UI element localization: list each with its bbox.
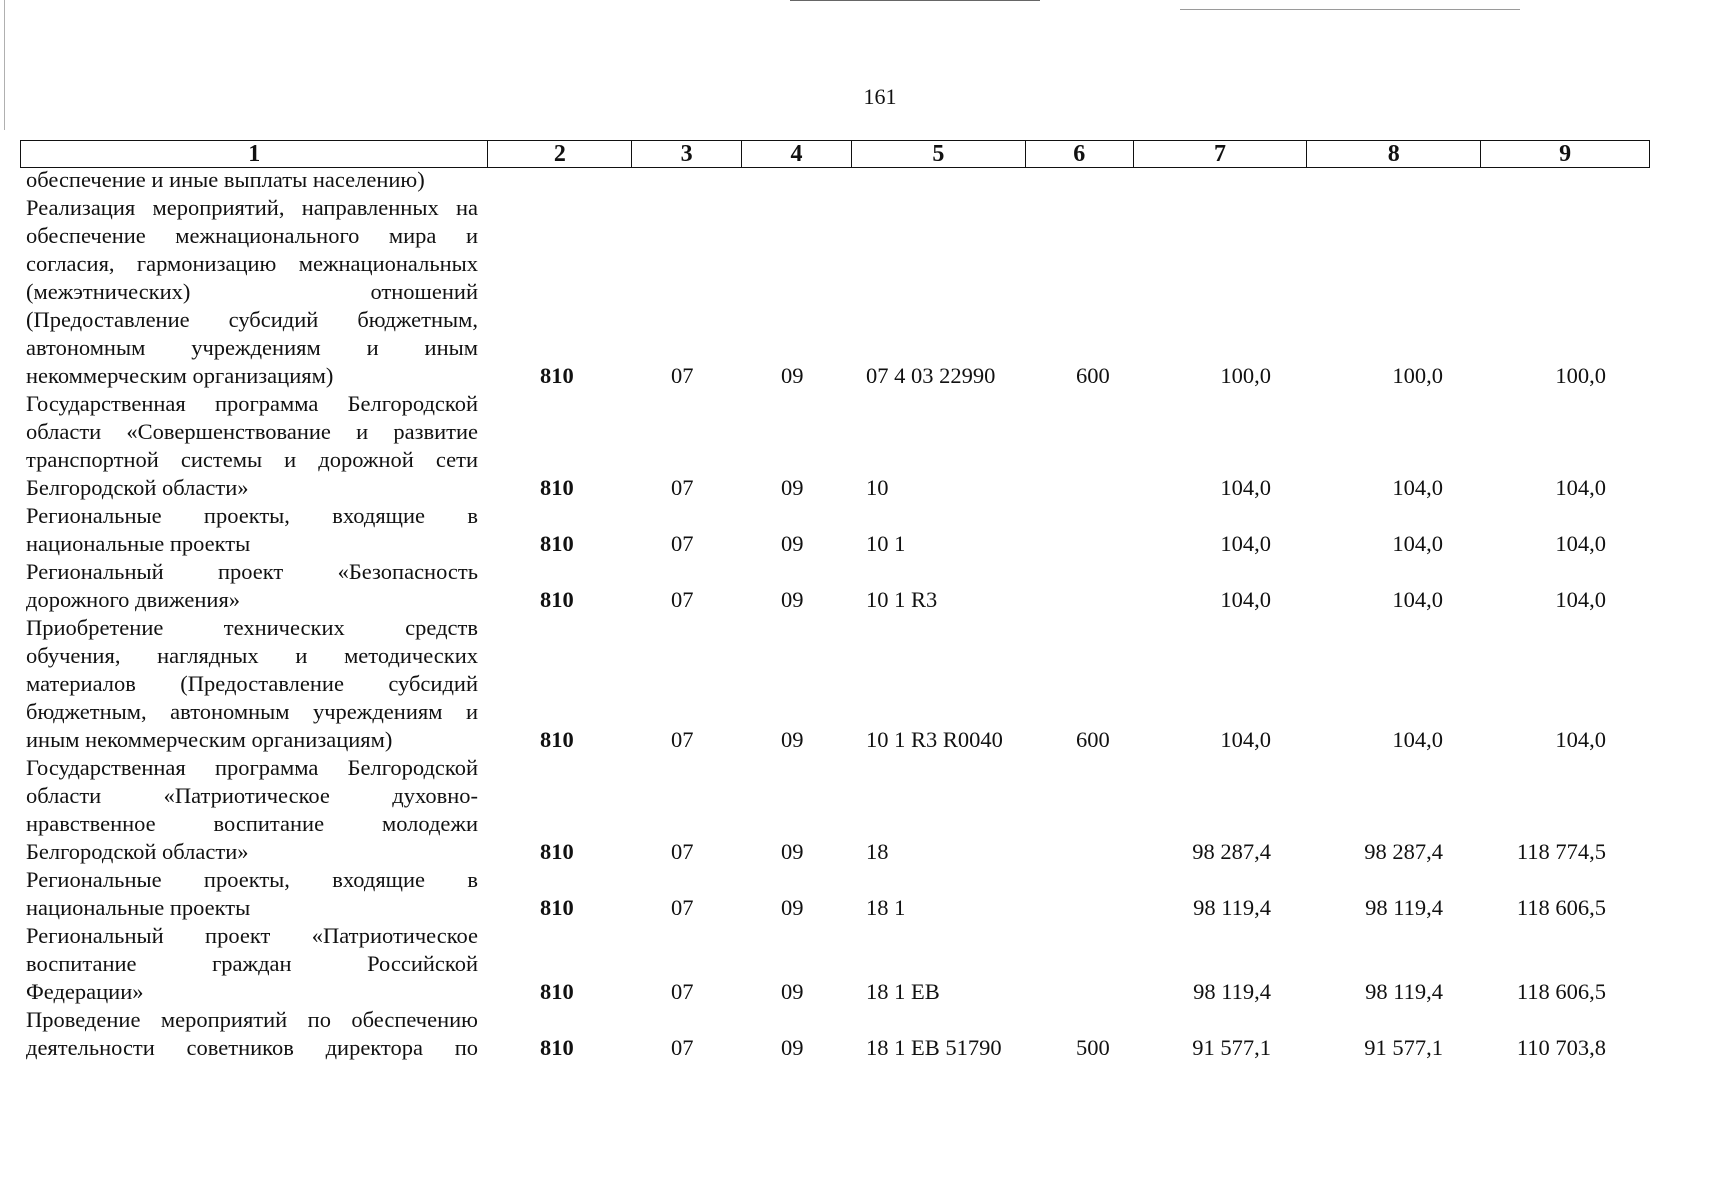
cell-col-8: 104,0: [1392, 727, 1443, 752]
cell-col-3: 07: [671, 531, 694, 556]
cell-col-4: 09: [781, 895, 804, 920]
cell-col-4: 09: [781, 531, 804, 556]
page-number: 161: [863, 84, 897, 109]
table-row: [26, 866, 1656, 922]
cell-col-9: 118 774,5: [1516, 839, 1606, 864]
description-line: дорожного движения»: [26, 587, 241, 612]
table-row: [26, 754, 1656, 866]
cell-col-7: 104,0: [1220, 587, 1271, 612]
cell-col-7: 104,0: [1220, 531, 1271, 556]
description-line: деятельности советников директора по: [26, 1035, 478, 1060]
description-line: Региональный проект «Патриотическое: [26, 923, 478, 948]
cell-col-2: 810: [540, 895, 574, 920]
cell-col-5: 07 4 03 22990: [866, 363, 996, 388]
cell-col-2: 810: [540, 587, 574, 612]
description-line: некоммерческим организациям): [26, 363, 334, 388]
table-body: [26, 166, 1656, 1062]
table-row: [26, 390, 1656, 502]
row-description: [26, 754, 478, 866]
description-line: области «Совершенствование и развитие: [26, 419, 478, 444]
cell-col-2: 810: [540, 475, 574, 500]
cell-col-4: 09: [781, 587, 804, 612]
description-line: (Предоставление субсидий бюджетным,: [26, 307, 478, 332]
cell-col-8: 98 119,4: [1365, 979, 1443, 1004]
row-description: [26, 502, 478, 558]
cell-col-5: 10: [866, 475, 889, 500]
cell-col-9: 104,0: [1555, 531, 1606, 556]
cell-col-5: 18 1 EB 51790: [866, 1035, 1002, 1060]
row-description: [26, 1006, 478, 1062]
column-header-6: 6: [1026, 141, 1134, 167]
table-row: [26, 1006, 1656, 1062]
cell-col-7: 91 577,1: [1192, 1035, 1271, 1060]
cell-col-2: 810: [540, 531, 574, 556]
description-line: согласия, гармонизацию межнациональных: [26, 251, 478, 276]
description-line: воспитание граждан Российской: [26, 951, 478, 976]
description-line: иным некоммерческим организациям): [26, 727, 393, 752]
description-line: Белгородской области»: [26, 839, 249, 864]
column-header-4: 4: [742, 141, 852, 167]
cell-col-8: 100,0: [1392, 363, 1443, 388]
description-line: обеспечение межнационального мира и: [26, 223, 478, 248]
table-row: [26, 614, 1656, 754]
cell-col-8: 104,0: [1392, 475, 1443, 500]
description-line: обеспечение и иные выплаты населению): [26, 167, 425, 192]
cell-col-9: 118 606,5: [1516, 895, 1606, 920]
cell-col-3: 07: [671, 363, 694, 388]
cell-col-5: 10 1 R3: [866, 587, 938, 612]
cell-col-7: 98 119,4: [1193, 979, 1271, 1004]
description-line: Белгородской области»: [26, 475, 249, 500]
table-row: [26, 194, 1656, 390]
cell-col-6: 600: [1076, 727, 1110, 752]
description-line: национальные проекты: [26, 895, 251, 920]
cell-col-3: 07: [671, 1035, 694, 1060]
description-line: Региональные проекты, входящие в: [26, 867, 478, 892]
description-line: автономным учреждениям и иным: [26, 335, 478, 360]
cell-col-7: 98 287,4: [1192, 839, 1271, 864]
cell-col-4: 09: [781, 363, 804, 388]
cell-col-4: 09: [781, 979, 804, 1004]
description-line: Федерации»: [26, 979, 144, 1004]
column-header-2: 2: [488, 141, 632, 167]
description-line: Государственная программа Белгородской: [26, 755, 478, 780]
cell-col-3: 07: [671, 587, 694, 612]
cell-col-4: 09: [781, 1035, 804, 1060]
cell-col-5: 18: [866, 839, 889, 864]
description-line: Реализация мероприятий, направленных на: [26, 195, 478, 220]
column-header-8: 8: [1307, 141, 1481, 167]
description-line: Государственная программа Белгородской: [26, 391, 478, 416]
description-line: обучения, наглядных и методических: [26, 643, 478, 668]
table-row: [26, 922, 1656, 1006]
cell-col-6: 600: [1076, 363, 1110, 388]
cell-col-9: 118 606,5: [1516, 979, 1606, 1004]
table-header: [20, 140, 1650, 168]
cell-col-5: 18 1: [866, 895, 906, 920]
cell-col-5: 10 1 R3 R0040: [866, 727, 1003, 752]
cell-col-2: 810: [540, 1035, 574, 1060]
row-description: [26, 922, 478, 1006]
table-row: [26, 558, 1656, 614]
row-description: [26, 390, 478, 502]
cell-col-3: 07: [671, 475, 694, 500]
column-header-3: 3: [632, 141, 742, 167]
table-row: [26, 502, 1656, 558]
cell-col-3: 07: [671, 727, 694, 752]
cell-col-4: 09: [781, 727, 804, 752]
cell-col-8: 91 577,1: [1364, 1035, 1443, 1060]
cell-col-9: 104,0: [1555, 727, 1606, 752]
row-description: [26, 614, 478, 754]
cell-col-7: 100,0: [1220, 363, 1271, 388]
column-header-9: 9: [1559, 141, 1572, 167]
row-description: [26, 166, 478, 194]
cell-col-7: 104,0: [1220, 475, 1271, 500]
description-line: области «Патриотическое духовно-: [26, 783, 478, 808]
cell-col-8: 104,0: [1392, 531, 1443, 556]
description-line: (межэтнических) отношений: [26, 279, 478, 304]
cell-col-4: 09: [781, 839, 804, 864]
description-line: бюджетным, автономным учреждениям и: [26, 699, 478, 724]
scan-edge-line-margin: [4, 0, 5, 130]
column-header-7: 7: [1134, 141, 1308, 167]
description-line: Региональный проект «Безопасность: [26, 559, 478, 584]
cell-col-9: 110 703,8: [1516, 1035, 1606, 1060]
description-line: нравственное воспитание молодежи: [26, 811, 478, 836]
cell-col-2: 810: [540, 727, 574, 752]
cell-col-2: 810: [540, 363, 574, 388]
description-line: Региональные проекты, входящие в: [26, 503, 478, 528]
cell-col-8: 98 119,4: [1365, 895, 1443, 920]
cell-col-3: 07: [671, 895, 694, 920]
description-line: Проведение мероприятий по обеспечению: [26, 1007, 478, 1032]
cell-col-9: 104,0: [1555, 475, 1606, 500]
row-description: [26, 558, 478, 614]
cell-col-3: 07: [671, 839, 694, 864]
cell-col-8: 98 287,4: [1364, 839, 1443, 864]
description-line: транспортной системы и дорожной сети: [26, 447, 478, 472]
cell-col-5: 18 1 EB: [866, 979, 940, 1004]
column-header-5: 5: [852, 141, 1026, 167]
cell-col-2: 810: [540, 979, 574, 1004]
cell-col-2: 810: [540, 839, 574, 864]
column-header-1: 1: [21, 141, 488, 167]
table-row: [26, 166, 1656, 194]
scan-edge-line-right: [1180, 9, 1520, 10]
cell-col-9: 100,0: [1555, 363, 1606, 388]
row-description: [26, 194, 478, 390]
cell-col-7: 98 119,4: [1193, 895, 1271, 920]
cell-col-6: 500: [1076, 1035, 1110, 1060]
cell-col-5: 10 1: [866, 531, 906, 556]
description-line: материалов (Предоставление субсидий: [26, 671, 478, 696]
cell-col-3: 07: [671, 979, 694, 1004]
row-description: [26, 866, 478, 922]
description-line: национальные проекты: [26, 531, 251, 556]
cell-col-7: 104,0: [1220, 727, 1271, 752]
cell-col-8: 104,0: [1392, 587, 1443, 612]
cell-col-4: 09: [781, 475, 804, 500]
cell-col-9: 104,0: [1555, 587, 1606, 612]
scan-edge-line-left: [790, 0, 1040, 1]
description-line: Приобретение технических средств: [26, 615, 478, 640]
